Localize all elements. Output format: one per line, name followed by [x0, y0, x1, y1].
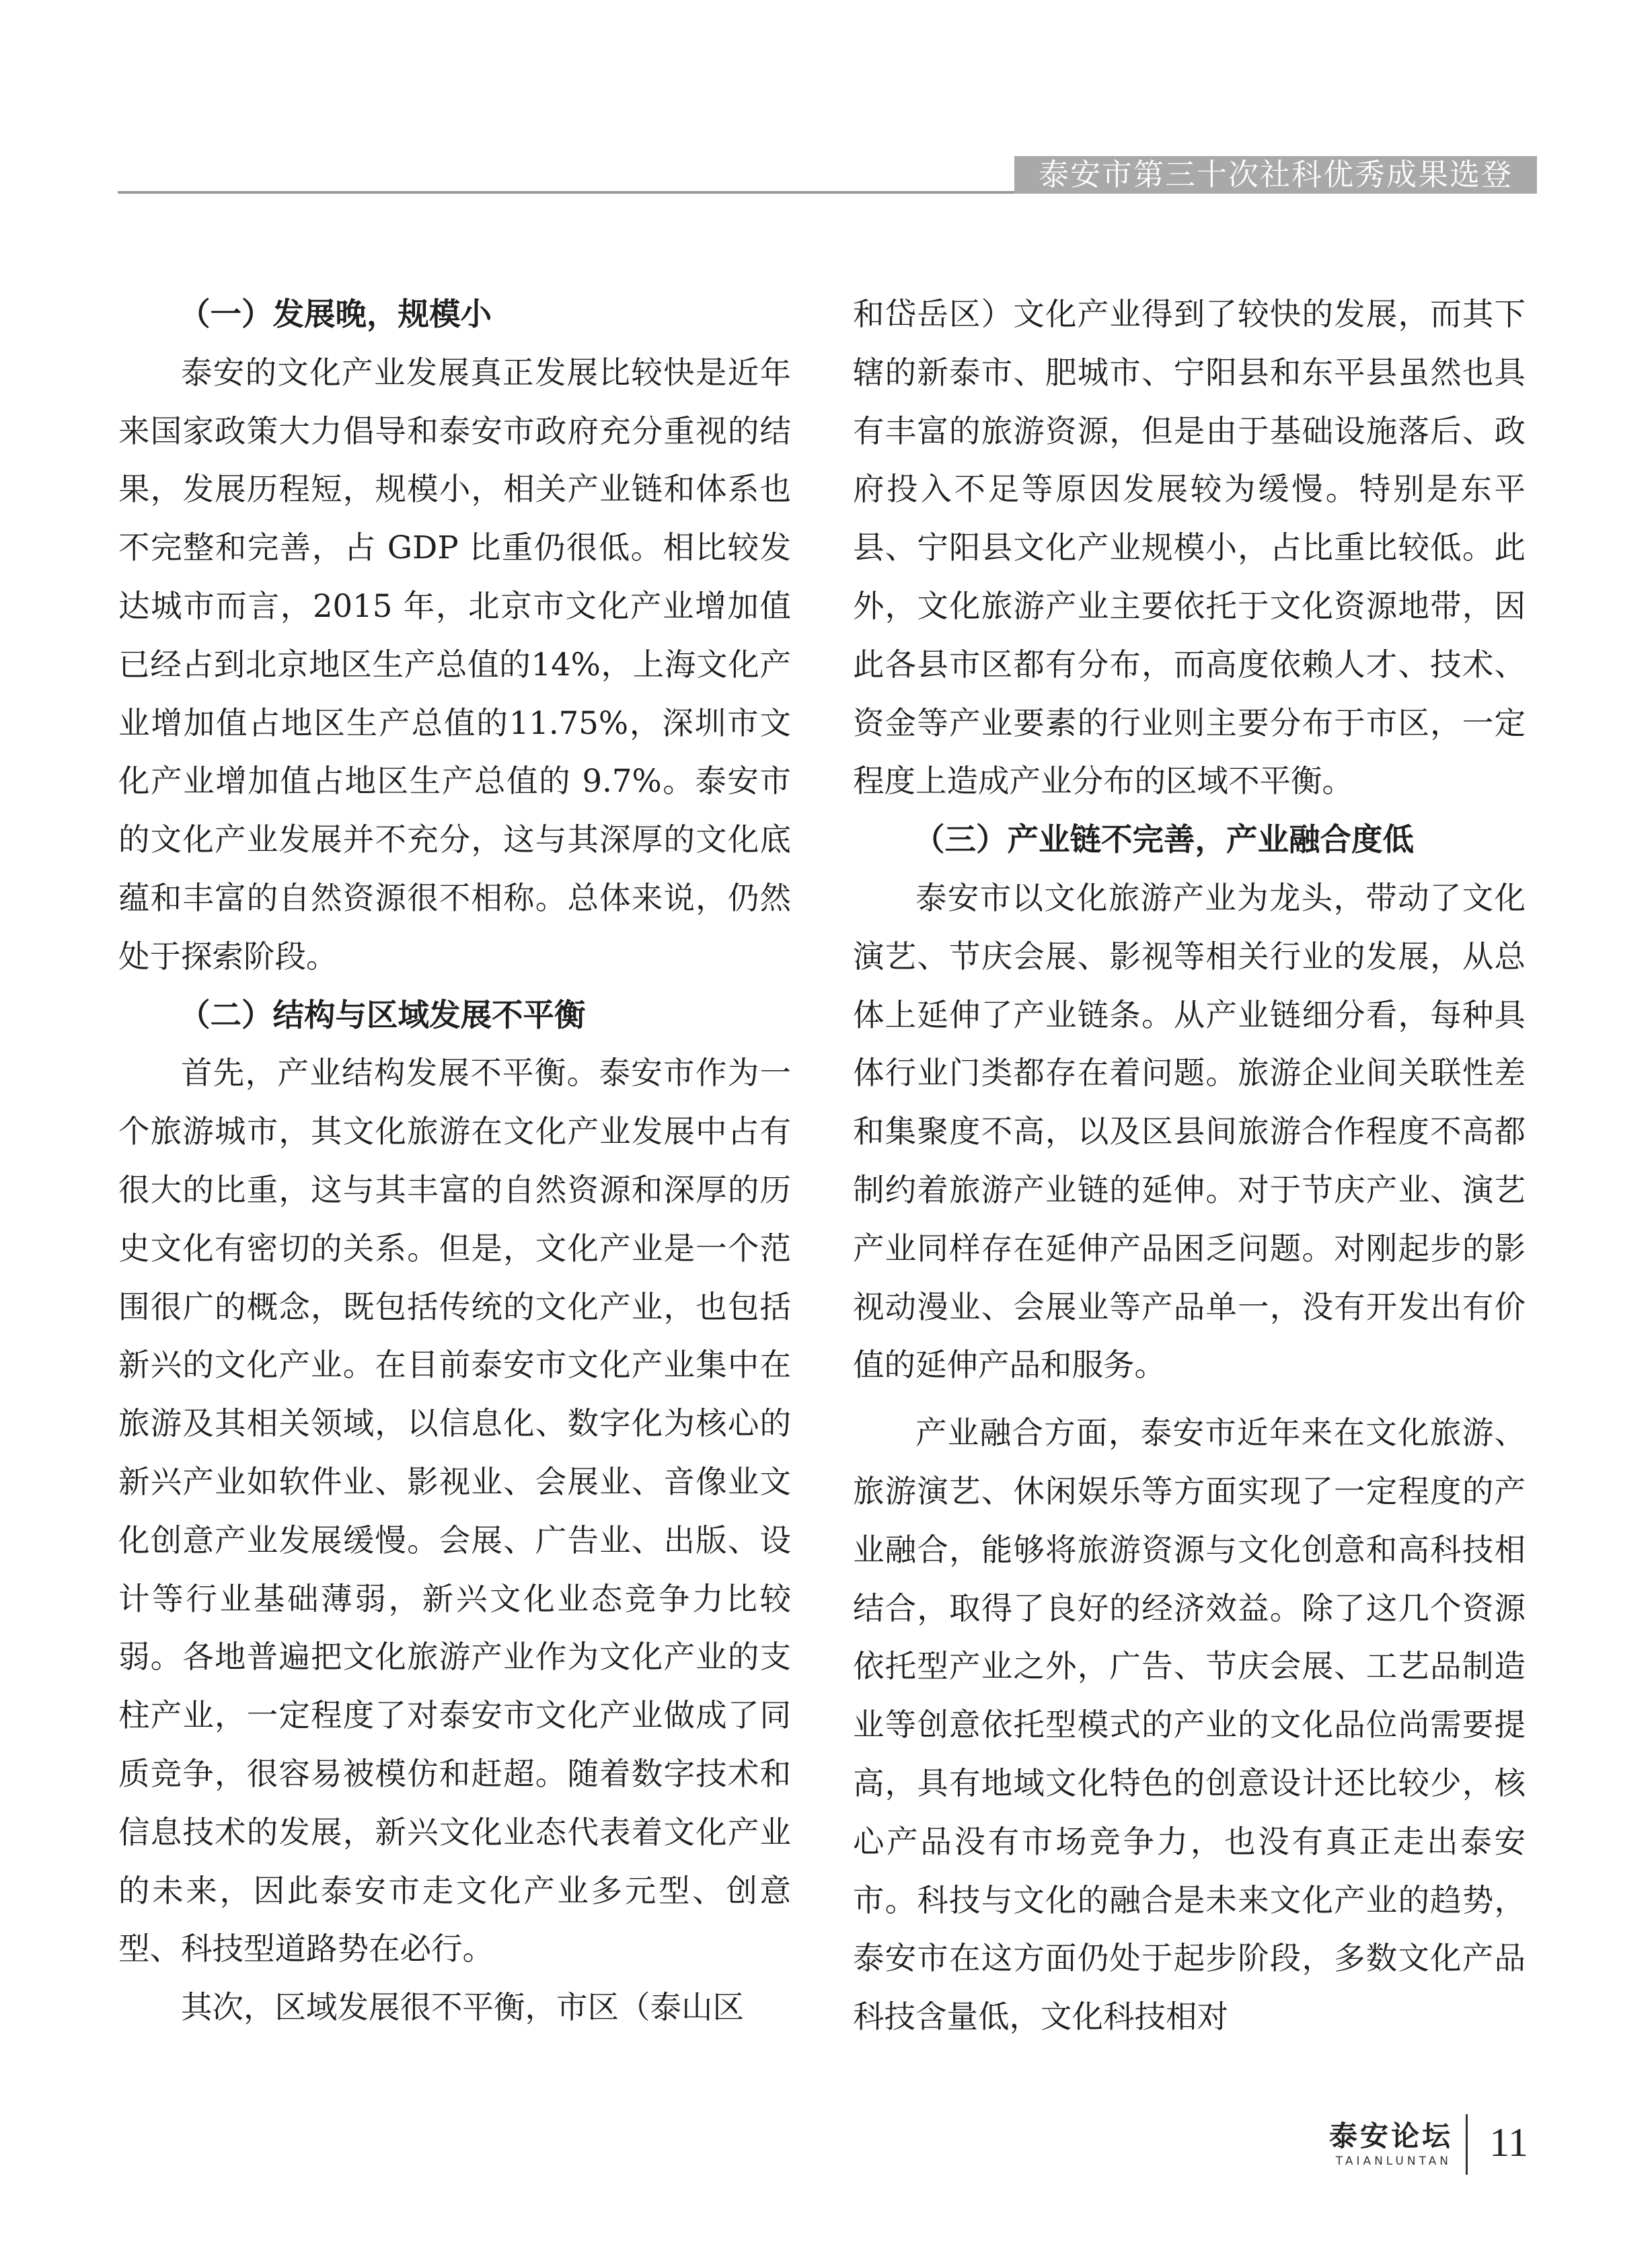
journal-brand: 泰安论坛 [1328, 2120, 1453, 2153]
section-heading-3: （三）产业链不完善，产业融合度低 [913, 821, 1414, 858]
paragraph: 产业融合方面，泰安市近年来在文化旅游、旅游演艺、休闲娱乐等方面实现了一定程度的产业融合，能够将旅游资源与文化创意和高科技相结合，取得了良好的经济效益。除了这几个资源依托型产业之外，广告、节庆会展、工艺品制造业等创意依托型模式的产业的文化品位尚需要提高，具有地域文化特色的创意设计还比较少，核心产品没有市场竞争力，也没有真正走出泰安市。科技与文化的融合是未来文化产业的趋势，泰安市在这方面仍处于起步阶段，多数文化产品科技含量低，文化科技相对 [853, 1415, 1526, 2035]
journal-pinyin: TAIANLUNTAN [1335, 2155, 1452, 2168]
section-heading-1: （一）发展晚，规模小 [179, 295, 492, 332]
paragraph: 泰安市以文化旅游产业为龙头，带动了文化演艺、节庆会展、影视等相关行业的发展，从总体上延伸了产业链条。从产业链细分看，每种具体行业门类都存在着问题。旅游企业间关联性差和集聚度不高，以及区县间旅游合作程度不高都制约着旅游产业链的延伸。对于节庆产业、演艺产业同样存在延伸产品困乏问题。对刚起步的影视动漫业、会展业等产品单一，没有开发出有价值的延伸产品和服务。 [853, 879, 1526, 1384]
paragraph-continued: 和岱岳区）文化产业得到了较快的发展，而其下辖的新泰市、肥城市、宁阳县和东平县虽然也具有丰富的旅游资源，但是由于基础设施落后、政府投入不足等原因发展较为缓慢。特别是东平县、宁阳县文化产业规模小，占比重比较低。此外，文化旅游产业主要依托于文化资源地带，因此各县市区都有分布，而高度依赖人才、技术、资金等产业要素的行业则主要分布于市区，一定程度上造成产业分布的区域不平衡。 [853, 296, 1526, 800]
paragraph: 其次，区域发展很不平衡，市区（泰山区 [181, 1989, 744, 2026]
paragraph: 泰安的文化产业发展真正发展比较快是近年来国家政策大力倡导和泰安市政府充分重视的结果，发展历程短，规模小，相关产业链和体系也不完整和完善，占 GDP 比重仍很低。相比较发达城市而言，2015 年，北京市文化产业增加值已经占到北京地区生产总值的14%，上海文化产业增加值占地区生产总值的11.75%，深圳市文化产业增加值占地区生产总值的 9.7%。泰安市的文化产业发展并不充分，这与其深厚的文化底蕴和丰富的自然资源很不相称。总体来说，仍然处于探索阶段。 [118, 354, 791, 975]
left-column [118, 285, 791, 2037]
header-banner: 泰安市第三十次社科优秀成果选登 [1014, 156, 1537, 194]
section-heading-2: （二）结构与区域发展不平衡 [179, 996, 586, 1033]
paragraph: 首先，产业结构发展不平衡。泰安市作为一个旅游城市，其文化旅游在文化产业发展中占有很大的比重，这与其丰富的自然资源和深厚的历史文化有密切的关系。但是，文化产业是一个范围很广的概念，既包括传统的文化产业，也包括新兴的文化产业。在目前泰安市文化产业集中在旅游及其相关领域，以信息化、数字化为核心的新兴产业如软件业、影视业、会展业、音像业文化创意产业发展缓慢。会展、广告业、出版、设计等行业基础薄弱，新兴文化业态竞争力比较弱。各地普遍把文化旅游产业作为文化产业的支柱产业，一定程度了对泰安市文化产业做成了同质竞争，很容易被模仿和赶超。随着数字技术和信息技术的发展，新兴文化业态代表着文化产业的未来，因此泰安市走文化产业多元型、创意型、科技型道路势在必行。 [118, 1055, 791, 1968]
page-number: 11 [1489, 2120, 1528, 2165]
footer-divider [1466, 2114, 1468, 2175]
page-footer [1318, 2109, 1540, 2190]
right-column [853, 285, 1526, 2046]
